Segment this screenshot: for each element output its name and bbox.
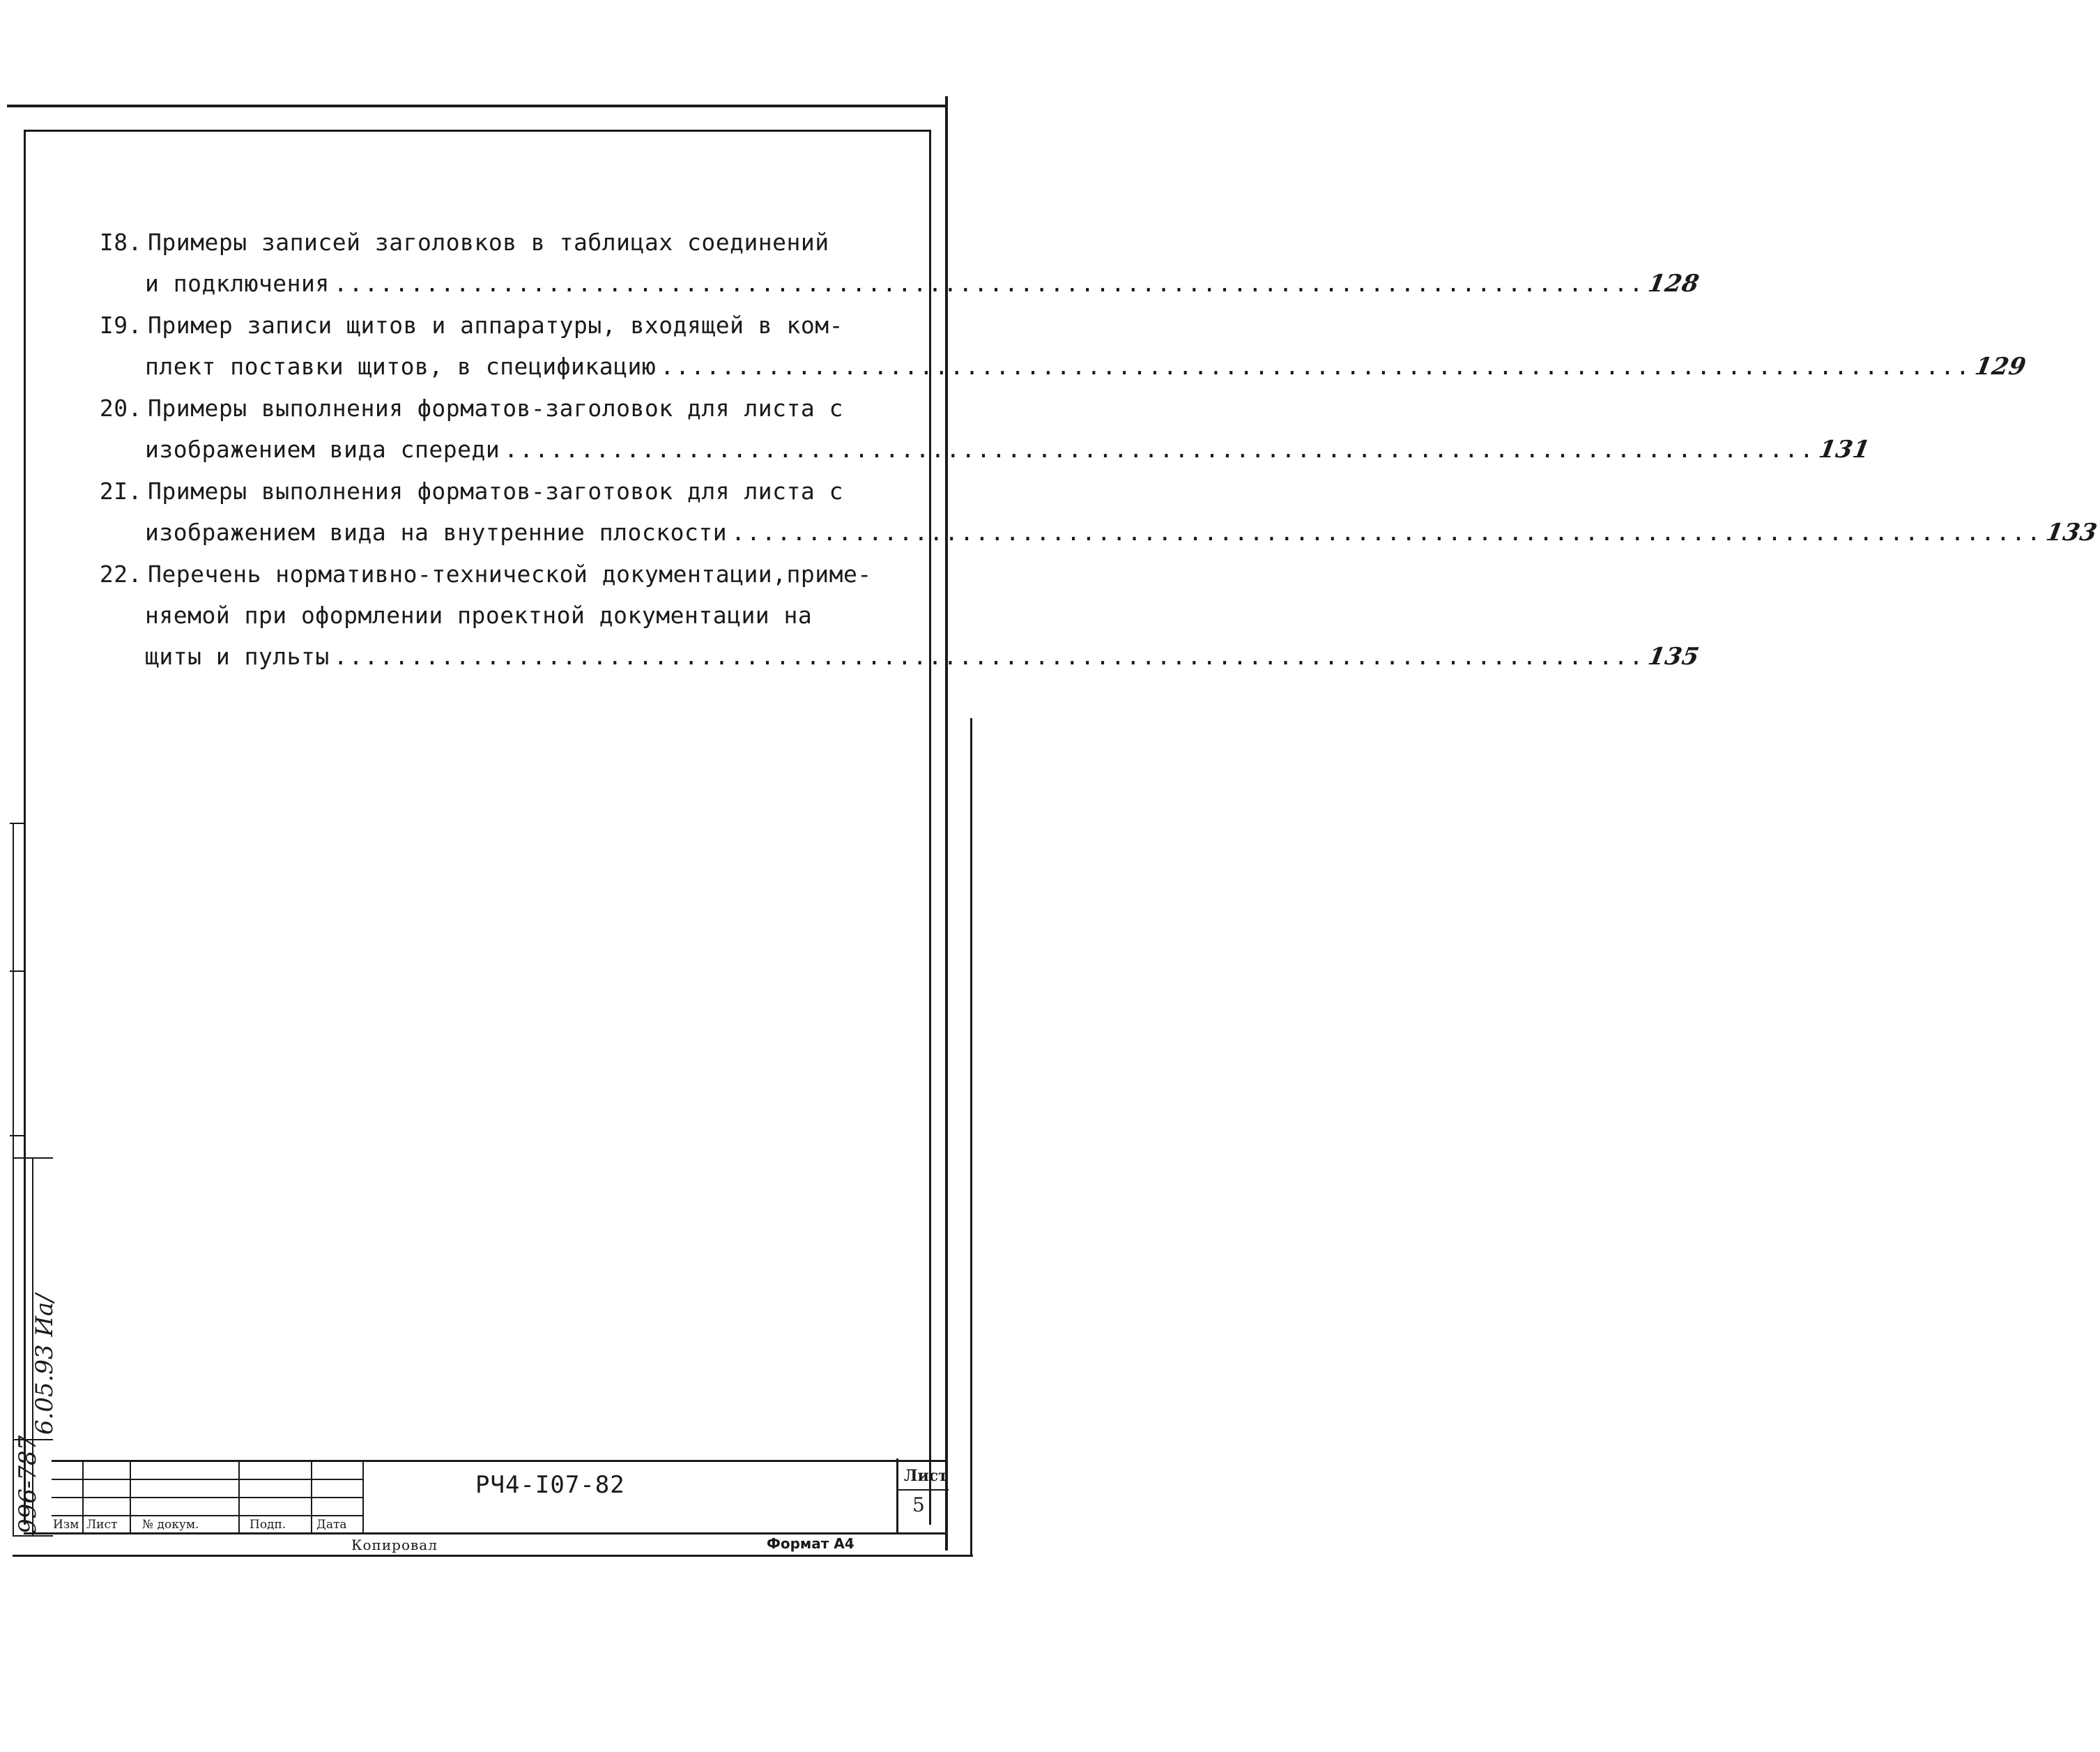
toc-leader-dots: ...................................................................................... [333, 270, 1645, 297]
document-code: РЧ4-I07-82 [475, 1471, 625, 1499]
col-label-sheet: Лист [86, 1518, 118, 1532]
title-block-row-line [52, 1479, 364, 1480]
toc-entry-number: 2I. [99, 478, 142, 505]
toc-leader-dots: ...................................................................................... [660, 353, 1971, 380]
inventory-number: 996-787 [14, 1435, 42, 1534]
page-edge-top [7, 105, 948, 107]
margin-tick [10, 970, 25, 972]
title-block-row-line [52, 1497, 364, 1498]
toc-entry-last-line [145, 429, 1872, 471]
title-block-col-line [311, 1462, 312, 1534]
col-label-change: Изм [53, 1518, 79, 1532]
col-label-signature: Подп. [250, 1518, 286, 1532]
sheet-label: Лист [904, 1467, 948, 1485]
toc-entry-title: Примеры выполнения форматов-заголовок для листа с [148, 395, 844, 422]
toc-entry-title: Примеры записей заголовков в таблицах соединений [148, 229, 829, 256]
title-block-col-line [130, 1462, 131, 1534]
toc-leader-dots: ...................................................................................... [731, 519, 2042, 546]
col-label-date: Дата [316, 1518, 347, 1532]
toc-leader-dots: ...................................................................................... [504, 436, 1815, 463]
toc-entry-last-line [145, 263, 1702, 305]
toc-entry-last-line [145, 636, 1702, 678]
toc-entry-number: 20. [99, 395, 142, 422]
toc-page-number: 135 [1646, 643, 1702, 671]
toc-entry-18 [96, 222, 1702, 305]
toc-entry-last-line [145, 346, 2028, 388]
col-label-document-number: № докум. [142, 1518, 199, 1532]
toc-entry-number: I9. [99, 312, 142, 339]
toc-page-number: 129 [1972, 353, 2028, 381]
title-block-col-line [238, 1462, 240, 1534]
toc-entry-19 [96, 305, 2028, 388]
toc-page-number: 128 [1646, 270, 1702, 298]
toc-entry-title-end: щиты и пульты [145, 643, 330, 670]
toc-page-number: 131 [1816, 436, 1872, 464]
toc-entry-22 [96, 554, 1702, 678]
date-signature: 6.05.93 Иа/ [31, 1294, 59, 1435]
page-edge-right [945, 96, 948, 1551]
toc-entry-title-end: изображением вида на внутренние плоскости [145, 519, 728, 546]
toc-entry-title: Примеры выполнения форматов-заготовок для листа с [148, 478, 844, 505]
toc-entry-21 [96, 471, 2099, 554]
title-block-col-line [82, 1462, 84, 1534]
sheet-box [896, 1458, 949, 1532]
toc-page-number: 133 [2044, 519, 2099, 547]
toc-entry-number: I8. [99, 229, 142, 256]
toc-entry-number: 22. [99, 561, 142, 588]
title-block-row-line [52, 1515, 364, 1516]
toc-entry-last-line [145, 512, 2099, 554]
page-edge-right-lower [970, 718, 972, 1556]
table-of-contents [96, 222, 2099, 678]
copied-label: Копировал [351, 1537, 438, 1553]
margin-tick [10, 1135, 25, 1136]
toc-entry-20 [96, 388, 1872, 471]
format-label: Формат А4 [767, 1535, 854, 1552]
toc-entry-title-end: и подключения [145, 270, 330, 297]
toc-entry-title-end: плект поставки щитов, в спецификацию [145, 353, 657, 380]
sheet-divider [898, 1489, 949, 1491]
title-block-col-line [362, 1462, 364, 1534]
toc-entry-title-continued: няемой при оформлении проектной документации на [145, 602, 813, 629]
page-edge-bottom [13, 1555, 973, 1557]
sheet-number: 5 [912, 1493, 925, 1516]
margin-tick [10, 823, 25, 824]
toc-entry-title: Пример записи щитов и аппаратуры, входящей в ком- [148, 312, 844, 339]
toc-entry-title-end: изображением вида спереди [145, 436, 500, 463]
toc-leader-dots: ...................................................................................... [333, 643, 1645, 670]
toc-entry-title: Перечень нормативно-технической документации,приме- [148, 561, 872, 588]
